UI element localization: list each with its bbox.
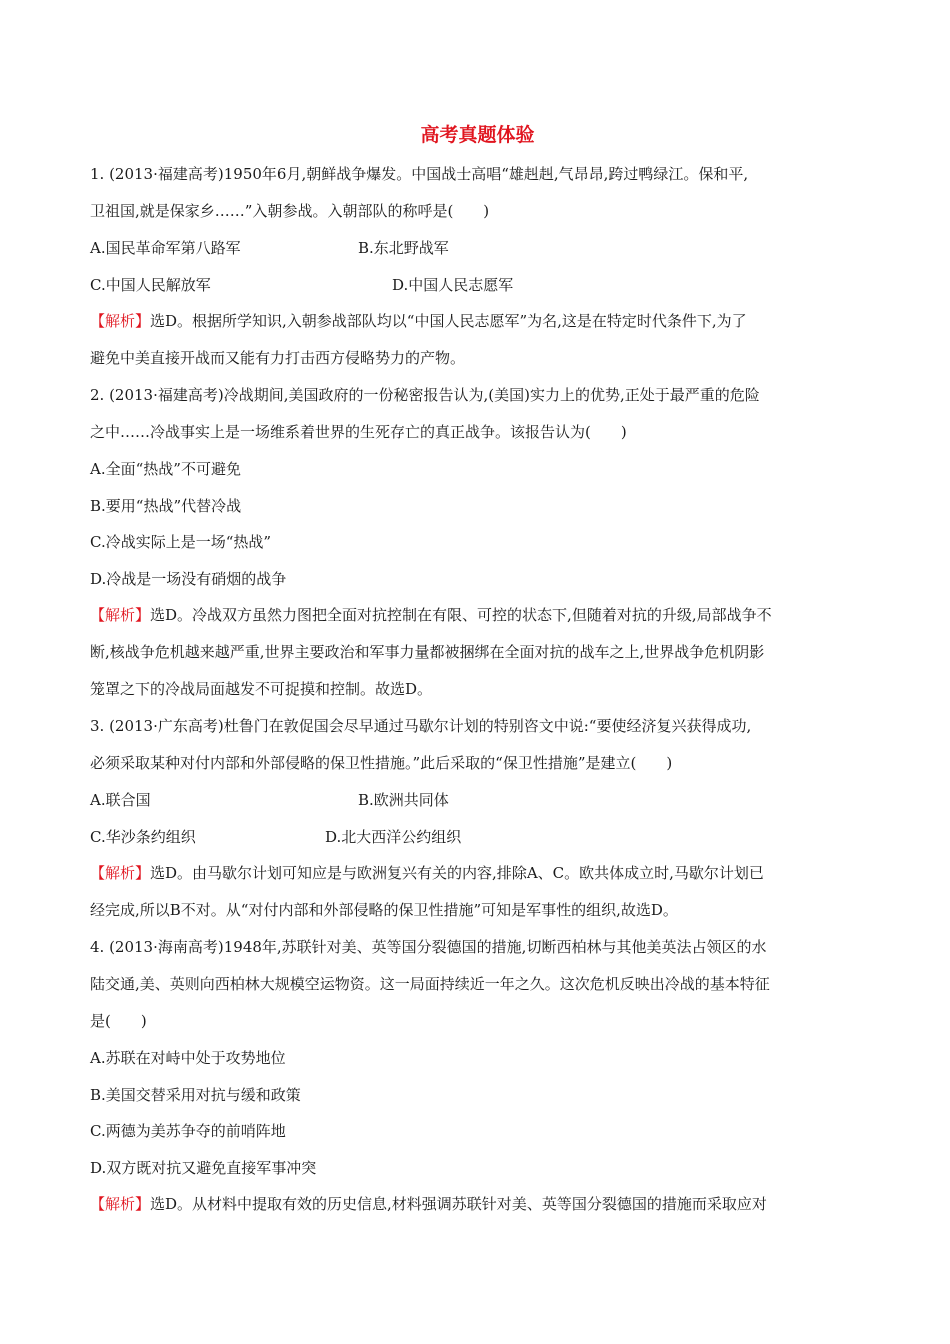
question-1-options-row-1: [90, 230, 865, 267]
question-4-text-line-1: 4. (2013·海南高考)1948年,苏联针对美、英等国分裂德国的措施,切断西柏林与其他美英法占领区的水: [90, 938, 767, 956]
question-2-analysis-line-2: 断,核战争危机越来越严重,世界主要政治和军事力量都被捆绑在全面对抗的战车之上,世界战争危机阴影: [90, 643, 765, 661]
question-3-analysis-text-1: 选D。由马歇尔计划可知应是与欧洲复兴有关的内容,排除A、C。欧共体成立时,马歇尔计划已: [150, 864, 764, 882]
question-4-option-c: C.两德为美苏争夺的前哨阵地: [90, 1122, 286, 1140]
question-2-option-d: D.冷战是一场没有硝烟的战争: [90, 569, 287, 588]
page-title: 高考真题体验: [420, 124, 535, 146]
question-3: [90, 708, 865, 929]
question-4-analysis: [90, 1186, 865, 1223]
analysis-tag: 【解析】: [90, 864, 151, 882]
analysis-tag: 【解析】: [90, 1195, 151, 1213]
question-3-option-b: B.欧洲共同体: [358, 791, 449, 809]
question-1-option-c: C.中国人民解放军: [90, 275, 211, 294]
question-1-analysis-text-1: 选D。根据所学知识,入朝参战部队均以“中国人民志愿军”为名,这是在特定时代条件下,为了: [150, 312, 747, 330]
question-2-analysis-line-3: 笼罩之下的冷战局面越发不可捉摸和控制。故选D。: [90, 680, 433, 698]
question-3-analysis-line-1: [90, 855, 865, 892]
question-3-option-c: C.华沙条约组织: [90, 827, 196, 846]
question-1-text-line-2: 卫祖国,就是保家乡……”入朝参战。入朝部队的称呼是( ): [90, 202, 490, 220]
question-2-option-c: C.冷战实际上是一场“热战”: [90, 533, 272, 551]
question-4-option-a: A.苏联在对峙中处于攻势地位: [90, 1049, 286, 1067]
question-4-analysis-line-1: [90, 1186, 865, 1223]
question-3-analysis-line-2: 经完成,所以B不对。从“对付内部和外部侵略的保卫性措施”可知是军事性的组织,故选D。: [90, 901, 678, 919]
document-page: [90, 118, 865, 1223]
question-3-text-line-2: 必须采取某种对付内部和外部侵略的保卫性措施。”此后采取的“保卫性措施”是建立( ): [90, 754, 673, 772]
question-2-option-a: A.全面“热战”不可避免: [90, 460, 241, 478]
analysis-tag: 【解析】: [90, 606, 151, 624]
question-1-analysis: [90, 303, 865, 377]
question-4-option-b: B.美国交替采用对抗与缓和政策: [90, 1085, 301, 1104]
question-2-option-b: B.要用“热战”代替冷战: [90, 496, 242, 515]
question-1-option-a: A.国民革命军第八路军: [90, 239, 241, 257]
question-4-text-line-3: 是( ): [90, 1012, 147, 1030]
question-1-option-b: B.东北野战军: [358, 239, 449, 257]
question-4: [90, 929, 865, 1223]
question-1: [90, 156, 865, 377]
question-2-text-line-2: 之中……冷战事实上是一场维系着世界的生死存亡的真正战争。该报告认为( ): [90, 423, 627, 441]
question-1-options-row-2: [90, 267, 865, 304]
question-3-option-d: D.北大西洋公约组织: [325, 827, 462, 846]
question-1-analysis-line-2: 避免中美直接开战而又能有力打击西方侵略势力的产物。: [90, 349, 466, 367]
question-3-text-line-1: 3. (2013·广东高考)杜鲁门在敦促国会尽早通过马歇尔计划的特别咨文中说:“要使经济复兴获得成功,: [90, 717, 752, 735]
question-2: [90, 377, 865, 708]
question-1-analysis-line-1: [90, 303, 865, 340]
question-4-option-d: D.双方既对抗又避免直接军事冲突: [90, 1158, 317, 1177]
question-2-text-line-1: 2. (2013·福建高考)冷战期间,美国政府的一份秘密报告认为,(美国)实力上的优势,正处于最严重的危险: [90, 386, 760, 404]
question-3-options-row-1: [90, 782, 865, 819]
question-1-text-line-1: 1. (2013·福建高考)1950年6月,朝鲜战争爆发。中国战士高唱“雄赳赳,气昂昂,跨过鸭绿江。保和平,: [90, 165, 749, 183]
question-3-options-row-2: [90, 819, 865, 856]
analysis-tag: 【解析】: [90, 312, 151, 330]
question-4-text-line-2: 陆交通,美、英则向西柏林大规模空运物资。这一局面持续近一年之久。这次危机反映出冷战的基本特征: [90, 975, 770, 993]
question-2-analysis: [90, 597, 865, 708]
question-1-option-d: D.中国人民志愿军: [392, 275, 514, 294]
question-4-analysis-text-1: 选D。从材料中提取有效的历史信息,材料强调苏联针对美、英等国分裂德国的措施而采取应对: [150, 1195, 767, 1213]
question-3-option-a: A.联合国: [90, 791, 151, 809]
question-2-analysis-text-1: 选D。冷战双方虽然力图把全面对抗控制在有限、可控的状态下,但随着对抗的升级,局部战争不: [150, 606, 772, 624]
question-2-analysis-line-1: [90, 597, 865, 634]
question-3-analysis: [90, 855, 865, 929]
